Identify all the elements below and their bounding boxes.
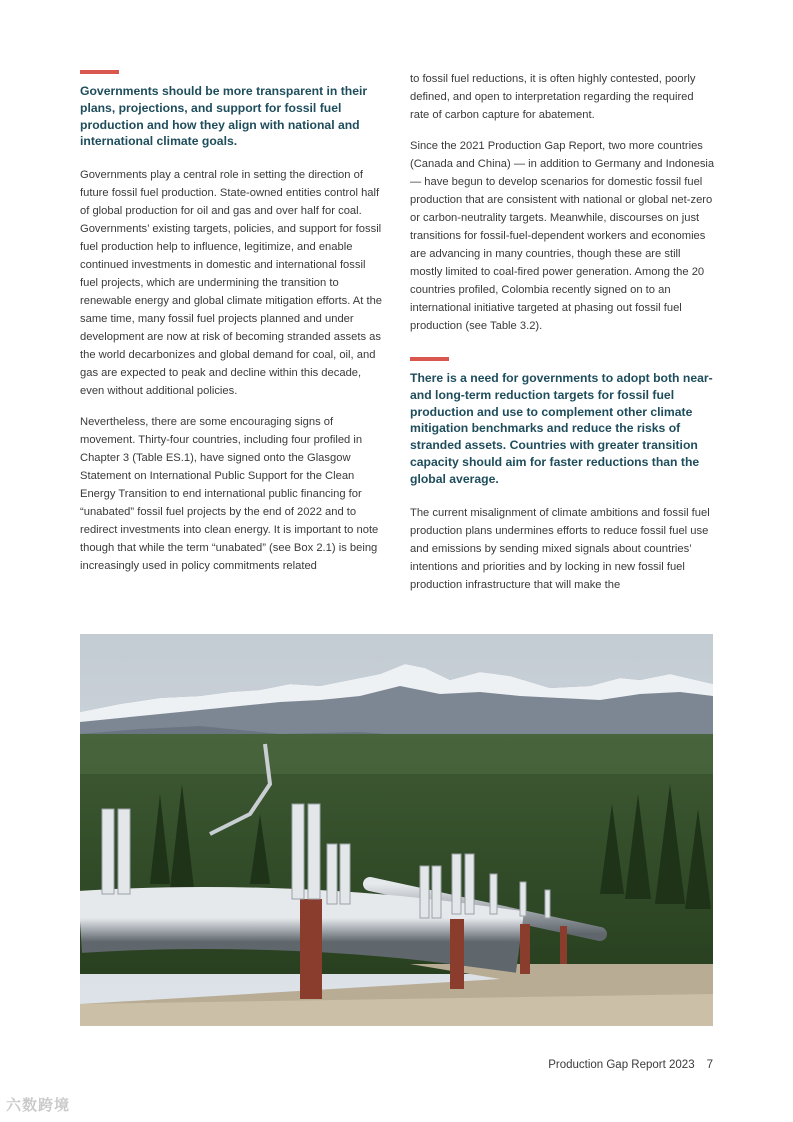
report-title: Production Gap Report 2023 <box>548 1059 695 1071</box>
pipeline-photo <box>80 634 713 1026</box>
left-column <box>80 70 385 588</box>
page-footer <box>548 1059 713 1071</box>
body-paragraph: to fossil fuel reductions, it is often highly contested, poorly defined, and open to interpretation regarding the required rate of carbon capture for abatement. <box>410 73 696 121</box>
accent-rule <box>410 357 449 361</box>
body-paragraph: The current misalignment of climate ambitions and fossil fuel production plans undermines efforts to reduce fossil fuel use and emissions by sending mixed signals about countries’ intentions and priorities and by locking in new fossil fuel production infrastructure that will make the <box>410 506 710 591</box>
body-paragraph: Since the 2021 Production Gap Report, two more countries (Canada and China) — in addition to Germany and Indonesia — have begun to develop scenarios for domestic fossil fuel production that are consistent with national or global net-zero or carbon-neutrality targets. Meanwhile, discourses on just transitions for fossil-fuel-dependent workers and economies are advancing in many countries, though these are still mostly limited to coal-fired power generation. Among the 20 countries profiled, Colombia recently signed on to an international initiative targeted at phasing out fossil fuel production (see Table 3.2). <box>410 140 715 332</box>
pipeline-landscape-illustration <box>80 634 713 1026</box>
right-column <box>410 70 715 607</box>
right-callout-heading: There is a need for governments to adopt both near- and long-term reduction targets for fossil fuel production and use to complement other climate mitigation benchmarks and reduce the risks of stranded assets. Countries with greater transition capacity should aim for faster reductions than the global average. <box>410 371 713 486</box>
left-callout-heading: Governments should be more transparent in their plans, projections, and support for fossil fuel production and how they align with national and international climate goals. <box>80 84 368 149</box>
body-paragraph: Nevertheless, there are some encouraging signs of movement. Thirty-four countries, including four profiled in Chapter 3 (Table ES.1), have signed onto the Glasgow Statement on International Public Support for the Clean Energy Transition to end international public financing for “unabated” fossil fuel projects by the end of 2022 and to redirect investments into clean energy. It is important to note though that while the term “unabated” (see Box 2.1) is being increasingly used in policy commitments related <box>80 416 379 573</box>
page-number: 7 <box>706 1059 713 1071</box>
watermark: 六数跨境 <box>6 1097 71 1114</box>
accent-rule <box>80 70 119 74</box>
body-paragraph: Governments play a central role in setting the direction of future fossil fuel production. State-owned entities control half of global production for oil and gas and over half for coal. Governments’ existing targets, policies, and support for fossil fuel production help to influence, legitimize, and enable continued investments in domestic and international fossil fuel projects, which are undermining the transition to renewable energy and global climate mitigation efforts. At the same time, many fossil fuel projects planned and under development are now at risk of becoming stranded assets as the world decarbonizes and global demand for coal, oil, and gas are expected to peak and decline within this decade, even without additional policies. <box>80 169 383 398</box>
